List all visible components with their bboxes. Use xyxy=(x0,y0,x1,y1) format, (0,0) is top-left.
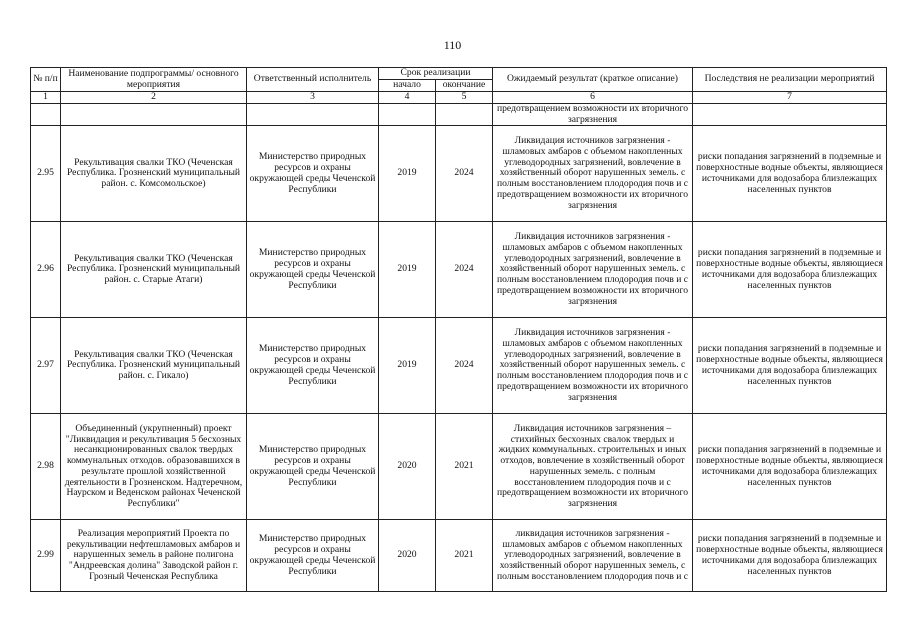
header-period: Срок реализации xyxy=(379,68,493,80)
start-year: 2020 xyxy=(379,520,436,592)
result-cell: Ликвидация источников загрязнения - шламовых амбаров с объемом накопленных углеводородных загрязнений, вовлечение в хозяйственный оборот нарушенных земель. с полным восстановлением плодородия почв и с предотвращением возможности их вторичного загрязнения xyxy=(493,318,693,414)
table-row xyxy=(31,126,887,222)
result-cell: Ликвидация источников загрязнения – стихийных бесхозных свалок твердых и жидких коммунальных. строительных и иных отходов, вовлечение в хозяйственный оборот нарушенных земель. с полным восстановлением плодородия почв и с предотвращением возможности их вторичного загрязнения xyxy=(493,414,693,520)
header-num: № п/п xyxy=(31,68,61,92)
measure-name: Рекультивация свалки ТКО (Чеченская Республика. Грозненский муниципальный район. с. Старые Атаги) xyxy=(61,222,247,318)
index-cell: 3 xyxy=(247,92,379,104)
measure-name: Рекультивация свалки ТКО (Чеченская Республика. Грозненский муниципальный район. с. Гикало) xyxy=(61,318,247,414)
result-cell: Ликвидация источников загрязнения - шламовых амбаров с объемом накопленных углеводородных загрязнений, вовлечение в хозяйственный оборот нарушенных земель. с полным восстановлением плодородия почв и с предотвращением возможности их вторичного загрязнения xyxy=(493,222,693,318)
row-number: 2.96 xyxy=(31,222,61,318)
header-start: начало xyxy=(379,80,436,92)
consequences-cell: риски попадания загрязнений в подземные и поверхностные водные объекты, являющиеся источниками для водозабора близлежащих населенных пунктов xyxy=(693,318,887,414)
result-cell: Ликвидация источников загрязнения - шламовых амбаров с объемом накопленных углеводородных загрязнений, вовлечение в хозяйственный оборот нарушенных земель. с полным восстановлением плодородия почв и с предотвращением возможности их вторичного загрязнения xyxy=(493,126,693,222)
consequences-cell: риски попадания загрязнений в подземные и поверхностные водные объекты, являющиеся источниками для водозабора близлежащих населенных пунктов xyxy=(693,414,887,520)
start-year: 2019 xyxy=(379,318,436,414)
consequences-cell: риски попадания загрязнений в подземные и поверхностные водные объекты, являющиеся источниками для водозабора близлежащих населенных пунктов xyxy=(693,222,887,318)
start-year: 2019 xyxy=(379,222,436,318)
page-number: 110 xyxy=(443,38,462,52)
table-row xyxy=(31,318,887,414)
executor-cell: Министерство природных ресурсов и охраны окружающей среды Чеченской Республики xyxy=(247,318,379,414)
table-row xyxy=(31,520,887,592)
measure-name: Рекультивация свалки ТКО (Чеченская Республика. Грозненский муниципальный район. с. Комсомольское) xyxy=(61,126,247,222)
row-number: 2.99 xyxy=(31,520,61,592)
consequences-cell: риски попадания загрязнений в подземные и поверхностные водные объекты, являющиеся источниками для водозабора близлежащих населенных пунктов xyxy=(693,520,887,592)
start-year: 2020 xyxy=(379,414,436,520)
row-number: 2.98 xyxy=(31,414,61,520)
table-row-continuation xyxy=(31,103,887,126)
index-cell: 2 xyxy=(61,92,247,104)
measure-name: Реализация мероприятий Проекта по рекультивации нефтешламовых амбаров и нарушенных земель в районе полигона "Андреевская долина" Заводской район г. Грозный Чеченская Республика xyxy=(61,520,247,592)
header-end: окончание xyxy=(436,80,493,92)
start-year: 2019 xyxy=(379,126,436,222)
row-number: 2.95 xyxy=(31,126,61,222)
result-cell: ликвидация источников загрязнения - шламовых амбаров с объемом накопленных углеводородных загрязнений, вовлечение в хозяйственный оборот нарушенных земель, с полным восстановлением плодородия почв и с xyxy=(493,520,693,592)
executor-cell: Министерство природных ресурсов и охраны окружающей среды Чеченской Республики xyxy=(247,414,379,520)
consequences-cell: риски попадания загрязнений в подземные и поверхностные водные объекты, являющиеся источниками для водозабора близлежащих населенных пунктов xyxy=(693,126,887,222)
table-row xyxy=(31,414,887,520)
executor-cell: Министерство природных ресурсов и охраны окружающей среды Чеченской Республики xyxy=(247,126,379,222)
index-cell: 1 xyxy=(31,92,61,104)
end-year: 2021 xyxy=(436,520,493,592)
measure-name: Объединенный (укрупненный) проект "Ликвидация и рекультивация 5 бесхозных несанкционированных свалок твердых коммунальных отходов. образовавшихся в результате прошлой хозяйственной деятельности в Грозненском. Надтеречном, Наурском и Веденском районах Чеченской Республики" xyxy=(61,414,247,520)
row-number: 2.97 xyxy=(31,318,61,414)
executor-cell: Министерство природных ресурсов и охраны окружающей среды Чеченской Республики xyxy=(247,520,379,592)
end-year: 2024 xyxy=(436,318,493,414)
index-cell: 6 xyxy=(493,92,693,104)
index-cell: 7 xyxy=(693,92,887,104)
index-cell: 4 xyxy=(379,92,436,104)
index-cell: 5 xyxy=(436,92,493,104)
end-year: 2024 xyxy=(436,222,493,318)
header-name: Наименование подпрограммы/ основного мероприятия xyxy=(61,68,247,92)
header-consequences: Последствия не реализации мероприятий xyxy=(693,68,887,92)
result-cell: предотвращением возможности их вторичного загрязнения xyxy=(493,103,693,126)
executor-cell: Министерство природных ресурсов и охраны окружающей среды Чеченской Республики xyxy=(247,222,379,318)
end-year: 2024 xyxy=(436,126,493,222)
end-year: 2021 xyxy=(436,414,493,520)
program-table xyxy=(30,67,887,592)
table-row xyxy=(31,222,887,318)
header-executor: Ответственный исполнитель xyxy=(247,68,379,92)
header-result: Ожидаемый результат (краткое описание) xyxy=(493,68,693,92)
